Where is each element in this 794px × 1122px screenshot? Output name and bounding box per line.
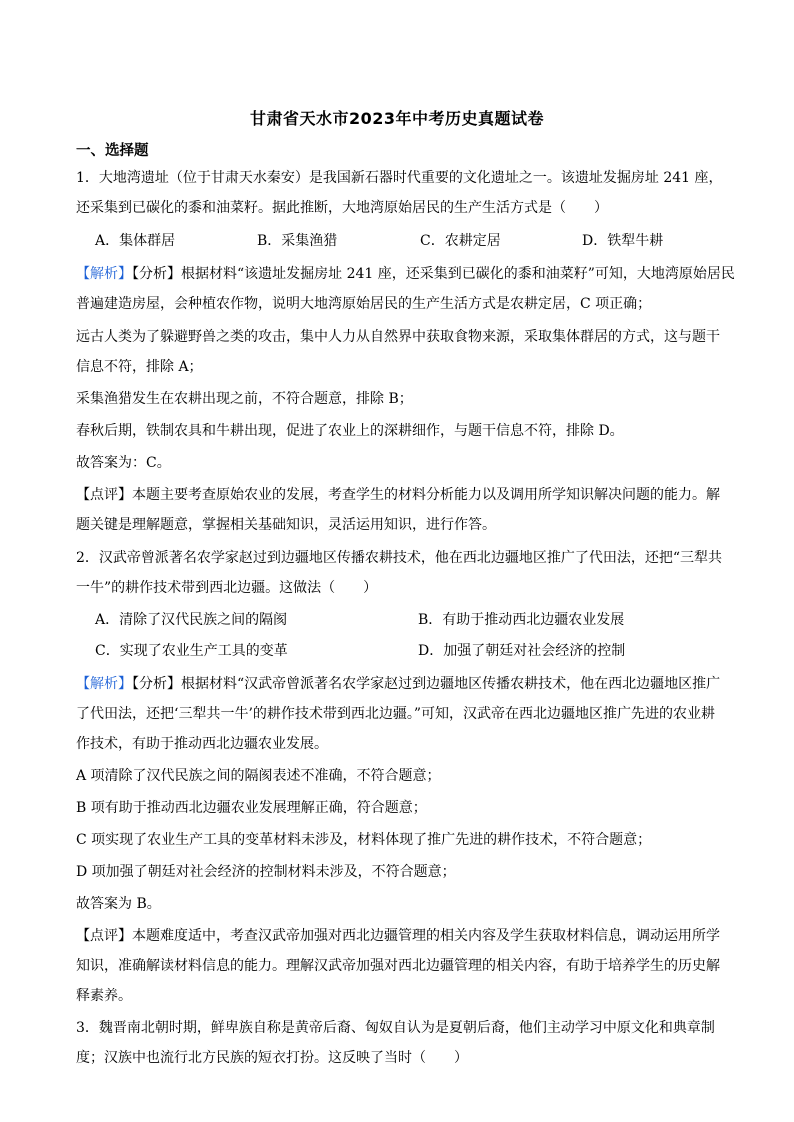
- q2-analysis-line-8: 故答案为 B。: [76, 896, 161, 912]
- q1-analysis-line-3: 远古人类为了躲避野兽之类的攻击，集中人力从自然界中获取食物来源，采取集体群居的方式，这与题干: [76, 329, 720, 345]
- jiexi-tag: 【解析】: [76, 266, 132, 282]
- q1-analysis-line-2: 普遍建造房屋，会种植农作物，说明大地湾原始居民的生产生活方式是农耕定居，C 项正确；: [76, 296, 652, 312]
- q1-comment-line-1: 【点评】本题主要考查原始农业的发展，考查学生的材料分析能力以及调用所学知识解决问题的能力。解: [76, 487, 720, 503]
- q1-option-d: D．铁犁牛耕: [582, 233, 664, 249]
- q2-analysis-line-2: 了代田法，还把‘三犁共一牛’的耕作技术带到西北边疆。”可知，汉武帝在西北边疆地区推广先进的农业耕: [76, 706, 716, 722]
- q1-analysis-line-6: 春秋后期，铁制农具和牛耕出现，促进了农业上的深耕细作，与题干信息不符，排除 D。: [76, 423, 624, 439]
- q1-option-a: A．集体群居: [95, 233, 176, 249]
- q1-option-b: B．采集渔猎: [257, 233, 338, 249]
- q2-option-c: C．实现了农业生产工具的变革: [95, 643, 288, 659]
- q1-comment-line-2: 题关键是理解题意，掌握相关基础知识，灵活运用知识，进行作答。: [76, 517, 496, 533]
- q2-analysis-line-5: B 项有助于推动西北边疆农业发展理解正确，符合题意；: [76, 800, 427, 816]
- q2-analysis-line-6: C 项实现了农业生产工具的变革材料未涉及，材料体现了推广先进的耕作技术，不符合题意；: [76, 832, 652, 848]
- q2-stem-line-1: 2．汉武帝曾派著名农学家赵过到边疆地区传播农耕技术，他在西北边疆地区推广了代田法，还把“三犁共: [76, 550, 723, 566]
- q3-stem-line-1: 3．魏晋南北朝时期，鲜卑族自称是黄帝后裔、匈奴自认为是夏朝后裔，他们主动学习中原文化和典章制: [76, 1020, 715, 1036]
- q1-stem-line-1: 1．大地湾遗址（位于甘肃天水秦安）是我国新石器时代重要的文化遗址之一。该遗址发掘房址 241 座，: [76, 170, 723, 186]
- q2-analysis-text: 【分析】根据材料“汉武帝曾派著名农学家赵过到边疆地区传播农耕技术，他在西北边疆地区推广: [132, 676, 721, 692]
- section-heading: 一、选择题: [76, 143, 149, 159]
- q2-comment-line-2: 知识，准确解读材料信息的能力。理解汉武帝加强对西北边疆管理的相关内容，有助于培养学生的历史解: [76, 958, 720, 974]
- jiexi-tag: 【解析】: [76, 676, 132, 692]
- q2-analysis-line-4: A 项清除了汉代民族之间的隔阂表述不准确，不符合题意；: [76, 768, 441, 784]
- exam-title: 甘肃省天水市2023年中考历史真题试卷: [249, 109, 545, 128]
- q3-stem-line-2: 度；汉族中也流行北方民族的短衣打扮。这反映了当时（ ）: [76, 1050, 468, 1066]
- q2-analysis-line-1: [76, 673, 720, 693]
- q2-stem-line-2: 一牛”的耕作技术带到西北边疆。这做法（ ）: [76, 580, 378, 596]
- q1-analysis-text: 【分析】根据材料“该遗址发掘房址 241 座，还采集到已碳化的黍和油菜籽”可知，大地湾原始居民: [132, 266, 735, 282]
- q2-comment-line-1: 【点评】本题难度适中，考查汉武帝加强对西北边疆管理的相关内容及学生获取材料信息，调动运用所学: [76, 928, 720, 944]
- q2-option-d: D．加强了朝廷对社会经济的控制: [418, 643, 626, 659]
- q2-analysis-line-7: D 项加强了朝廷对社会经济的控制材料未涉及，不符合题意；: [76, 864, 456, 880]
- q2-option-b: B．有助于推动西北边疆农业发展: [418, 612, 625, 628]
- q1-analysis-line-1: [76, 263, 735, 283]
- q2-option-a: A．清除了汉代民族之间的隔阂: [95, 612, 288, 628]
- q1-analysis-line-5: 采集渔猎发生在农耕出现之前，不符合题意，排除 B；: [76, 391, 413, 407]
- q1-analysis-line-4: 信息不符，排除 A；: [76, 359, 203, 375]
- q2-analysis-line-3: 作技术，有助于推动西北边疆农业发展。: [76, 736, 328, 752]
- q1-analysis-line-7: 故答案为：C。: [76, 455, 171, 471]
- q1-stem-line-2: 还采集到已碳化的黍和油菜籽。据此推断，大地湾原始居民的生产生活方式是（ ）: [76, 200, 608, 216]
- q1-option-c: C．农耕定居: [420, 233, 501, 249]
- q2-comment-line-3: 释素养。: [76, 988, 132, 1004]
